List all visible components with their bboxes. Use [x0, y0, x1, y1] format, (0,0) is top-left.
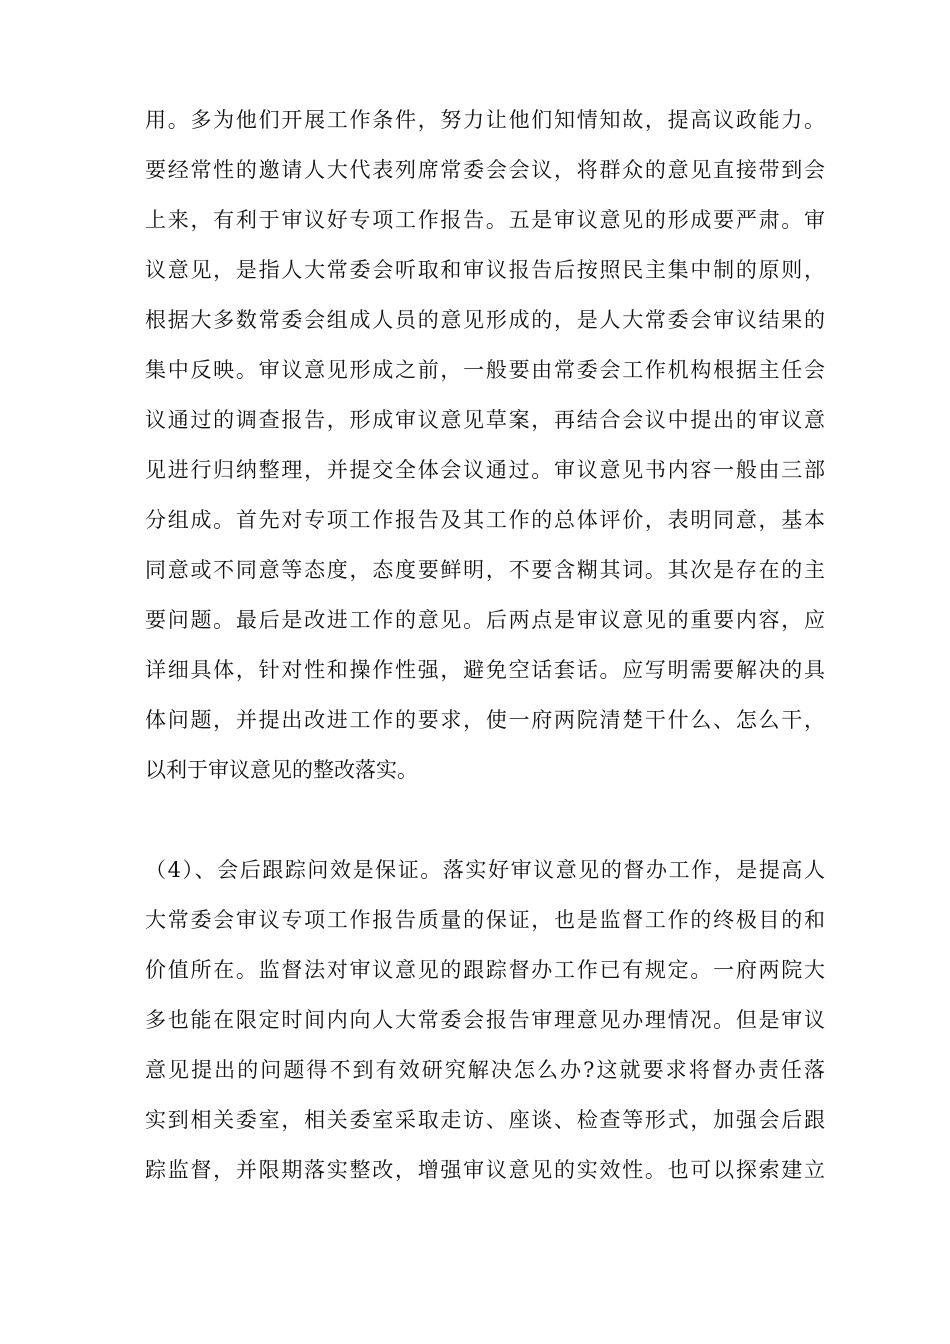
- text-line: 分组成。首先对专项工作报告及其工作的总体评价，表明同意，基本: [145, 508, 825, 532]
- text-line: 大常委会审议专项工作报告质量的保证，也是监督工作的终极目的和: [145, 908, 825, 932]
- text-line: 根据大多数常委会组成人员的意见形成的，是人大常委会审议结果的: [145, 308, 825, 332]
- text-line: 价值所在。监督法对审议意见的跟踪督办工作已有规定。一府两院大: [145, 958, 825, 982]
- text-line: 要经常性的邀请人大代表列席常委会会议，将群众的意见直接带到会: [145, 158, 825, 182]
- text-line: 同意或不同意等态度，态度要鲜明，不要含糊其词。其次是存在的主: [145, 558, 825, 582]
- text-line: 详细具体，针对性和操作性强，避免空话套话。应写明需要解决的具: [145, 658, 825, 682]
- text-line: 用。多为他们开展工作条件，努力让他们知情知故，提高议政能力。: [145, 108, 825, 132]
- text-line: （4）、会后跟踪问效是保证。落实好审议意见的督办工作，是提高人: [145, 858, 825, 882]
- text-line: 实到相关委室，相关委室采取走访、座谈、检查等形式，加强会后跟: [145, 1108, 825, 1132]
- text-line: 体问题，并提出改进工作的要求，使一府两院清楚干什么、怎么干，: [145, 708, 825, 732]
- text-line: 以利于审议意见的整改落实。: [145, 758, 418, 782]
- text-line: 要问题。最后是改进工作的意见。后两点是审议意见的重要内容，应: [145, 608, 825, 632]
- text-line: 上来，有利于审议好专项工作报告。五是审议意见的形成要严肃。审: [145, 208, 825, 232]
- text-line: 集中反映。审议意见形成之前，一般要由常委会工作机构根据主任会: [145, 358, 825, 382]
- text-line: 意见提出的问题得不到有效研究解决怎么办?这就要求将督办责任落: [145, 1058, 825, 1082]
- text-line: 议通过的调查报告，形成审议意见草案，再结合会议中提出的审议意: [145, 408, 825, 432]
- text-line: 踪监督，并限期落实整改，增强审议意见的实效性。也可以探索建立: [145, 1158, 825, 1182]
- text-line: 议意见，是指人大常委会听取和审议报告后按照民主集中制的原则，: [145, 258, 825, 282]
- text-line: 见进行归纳整理，并提交全体会议通过。审议意见书内容一般由三部: [145, 458, 825, 482]
- text-line: 多也能在限定时间内向人大常委会报告审理意见办理情况。但是审议: [145, 1008, 825, 1032]
